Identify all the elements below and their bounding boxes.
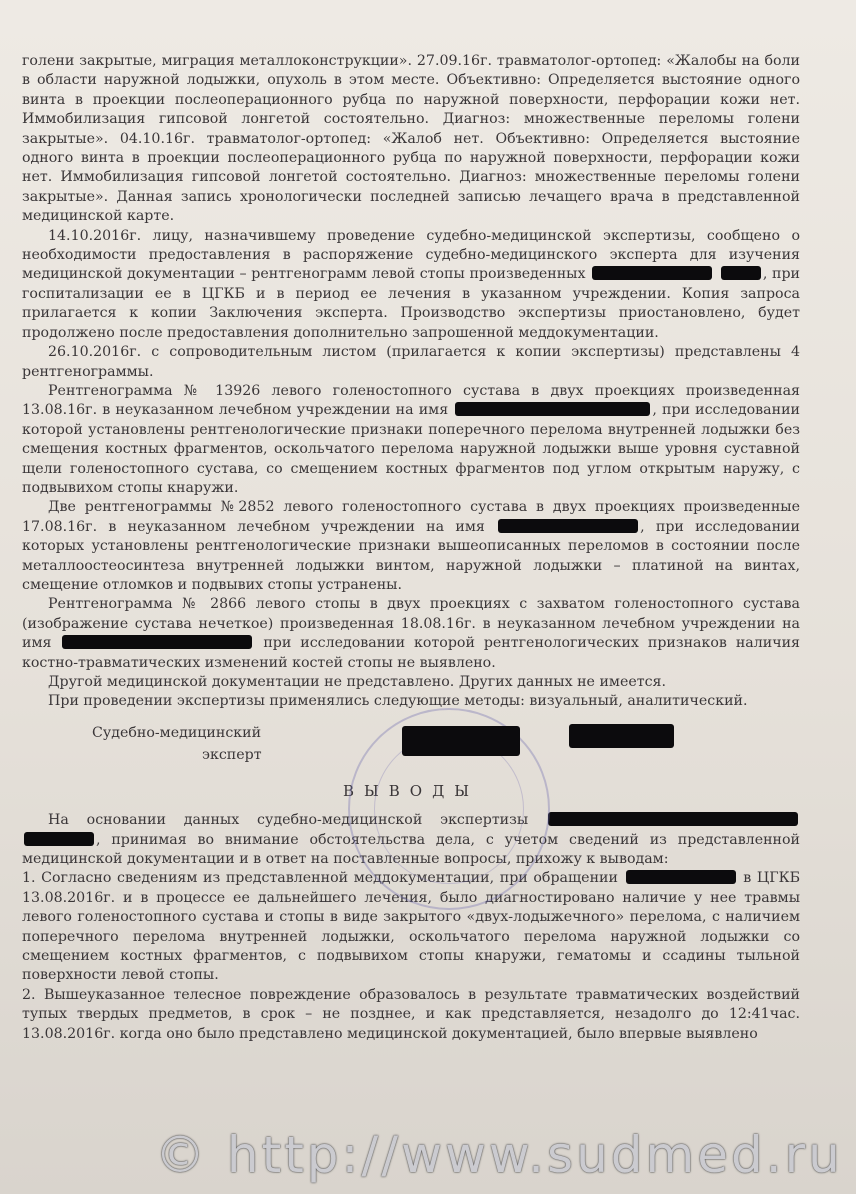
site-watermark: © http://www.sudmed.ru xyxy=(155,1126,843,1184)
signature-title-line1: Судебно-медицинский xyxy=(92,724,262,741)
paragraph-request-text-a: 14.10.2016г. лицу, назначившему проведение судебно-медицинской экспертизы, сообщено о необходимости предоставления в распоряжение судебно-медицинского эксперта для изучения медицинской документации – рентгенограмм левой стопы произведенных xyxy=(22,227,800,283)
redacted-name xyxy=(62,635,252,649)
paragraph-xray-13926 xyxy=(22,382,800,498)
redacted-name xyxy=(455,402,650,416)
paragraph-request xyxy=(22,227,800,343)
redacted-name xyxy=(721,266,761,280)
redacted-name xyxy=(592,266,712,280)
conclusion-1-text-b: в ЦГКБ 13.08.2016г. и в процессе ее дальнейшего лечения, было диагностировано наличие у нее травмы левого голеностопного сустава и стопы в виде закрытого «двух-лодыжечного» перелома, с наличием поперечного перелома внутренней лодыжки, оскольчатого перелома наружной лодыжки со смещением костных фрагментов, с подвывихом стопы кнаружи, гематомы и ссадины тыльной поверхности левой стопы. xyxy=(22,870,801,984)
conclusions-heading: ВЫВОДЫ xyxy=(342,781,480,800)
document-body xyxy=(22,52,800,1044)
paragraph-xray-received: 26.10.2016г. с сопроводительным листом (прилагается к копии экспертизы) представлены 4 рентгенограммы. xyxy=(22,344,800,380)
paragraph-conclusion-2: 2. Вышеуказанное телесное повреждение образовалось в результате травматических воздействий тупых твердых предметов, в срок – не позднее, и как представляется, незадолго до 12:41час. 13.08.2016г. когда оно было представлено медицинской документацией, было впервые выявлено xyxy=(22,986,800,1042)
xray-2852-text-a: Две рентгенограммы №2852 левого голеностопного сустава в двух проекциях произведенные 17.08.16г. в неуказанном лечебном учреждении на имя xyxy=(22,499,800,535)
paragraph-exam-notes: голени закрытые, миграция металлоконструкции». 27.09.16г. травматолог-ортопед: «Жалобы на боли в области наружной лодыжки, опухоль в этом месте. Объективно: Определяется выстояние одного винта в проекции послеоперационного рубца по наружной поверхности, перфорации кожи нет. Иммобилизация гипсовой лонгетой состоятельно. Диагноз: множественные переломы голени закрытые». 04.10.16г. травматолог-ортопед: «Жалоб нет. Объективно: Определяется выстояние одного винта в проекции послеоперационного рубца по наружной поверхности, перфорации кожи нет. Иммобилизация гипсовой лонгетой состоятельно. Диагноз: множественные переломы голени закрытые». Данная запись хронологически последней записью лечащего врача в представленной медицинской карте. xyxy=(22,53,800,225)
xray-2852-text-b: , при исследовании которых установлены рентгенологические признаки вышеописанных переломов в состоянии после металлоостеосинтеза внутренней лодыжки винтом, наружной лодыжки – платиной на винтах, смещение отломков и подвывих стопы устранены. xyxy=(22,518,801,593)
paragraph-request-text-b: , при госпитализации ее в ЦГКБ и в период ее лечения в указанном учреждении. Копия запроса прилагается к копии Заключения эксперта. Производство экспертизы приостановлено, будет продолжено после предоставления дополнительно запрошенной меддокументации. xyxy=(22,266,801,341)
redacted-name xyxy=(24,832,94,846)
signature-block xyxy=(22,716,800,778)
xray-2866-text-a: Рентгенограмма № 2866 левого стопы в двух проекциях с захватом голеностопного сустава (изображение сустава нечеткое) произведенная 18.08.16г. в неуказанном лечебном учреждении на имя xyxy=(22,596,800,652)
conclusions-intro-text-a: На основании данных судебно-медицинской экспертизы xyxy=(48,812,529,829)
redacted-name xyxy=(548,812,798,826)
paragraph-xray-2852 xyxy=(22,498,800,595)
xray-13926-text-a: Рентгенограмма № 13926 левого голеностопного сустава в двух проекциях произведенная 13.08.16г. в неуказанном лечебном учреждении на имя xyxy=(22,382,800,419)
xray-2866-text-b: при исследовании которой рентгенологических признаков наличия костно-травматических изменений костей стопы не выявлено. xyxy=(22,635,800,671)
conclusions-intro-text-b: , принимая во внимание обстоятельства дела, с учетом сведений из представленной медицинской документации и в ответ на поставленные вопросы, прихожу к выводам: xyxy=(22,831,800,868)
redacted-signature xyxy=(402,726,520,756)
xray-13926-text-b: , при исследовании которой установлены рентгенологические признаки поперечного перелома внутренней лодыжки без смещения костных фрагментов, оскольчатого перелома наружной лодыжки выше уровня суставной щели голеностопного сустава, со смещением костных фрагментов под углом открытым наружу, с подвывихом стопы кнаружи. xyxy=(22,402,800,496)
redacted-name xyxy=(626,870,736,884)
redacted-expert-name xyxy=(569,724,674,748)
paragraph-xray-2866 xyxy=(22,595,800,673)
conclusion-1-text-a: 1. Согласно сведениям из представленной меддокументации, при обращении xyxy=(22,870,618,887)
signature-title-line2: эксперт xyxy=(202,746,262,763)
redacted-name xyxy=(498,519,638,533)
paragraph-methods: При проведении экспертизы применялись следующие методы: визуальный, аналитический. xyxy=(48,693,748,710)
paragraph-no-other-docs: Другой медицинской документации не представлено. Других данных не имеется. xyxy=(48,674,666,690)
